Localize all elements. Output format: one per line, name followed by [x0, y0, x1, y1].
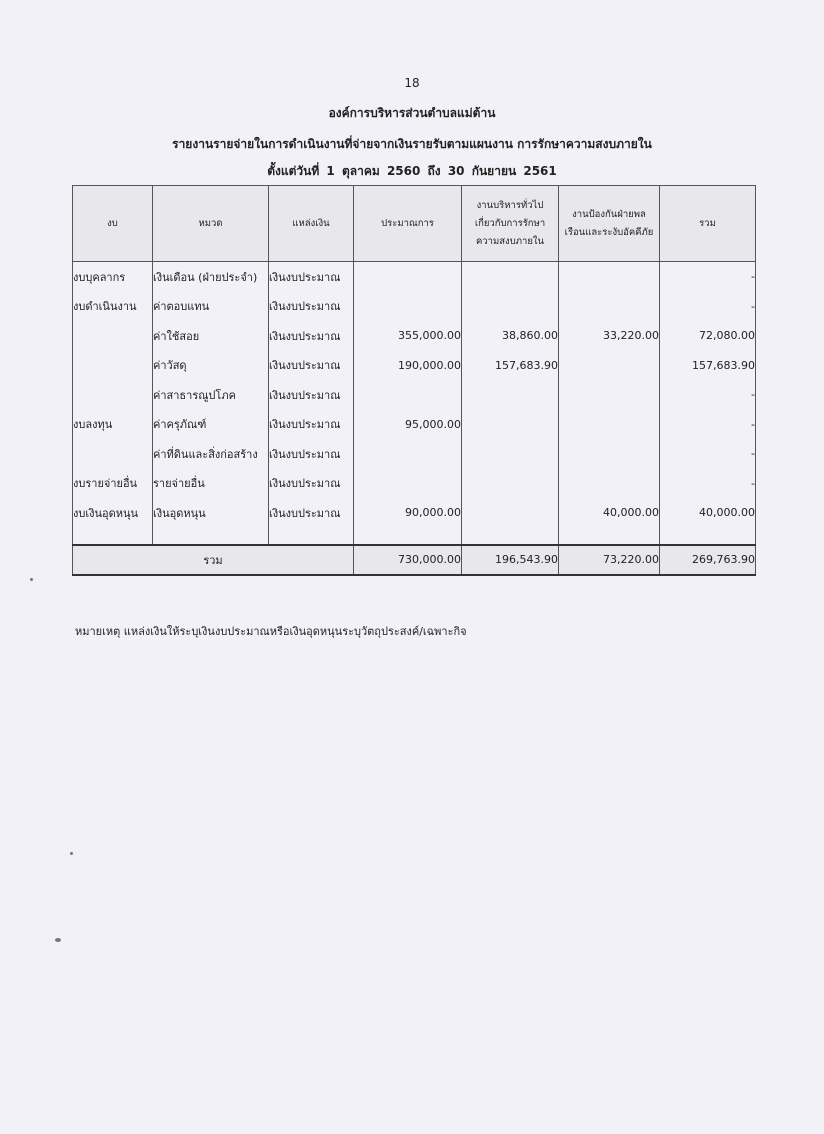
cell-estimate	[354, 469, 462, 499]
cell-source: เงินงบประมาณ	[269, 292, 354, 322]
header-category: หมวด	[153, 186, 269, 262]
totals-row	[73, 545, 756, 575]
cell-category: เงินอุดหนุน	[153, 498, 269, 528]
cell-budget: งบเงินอุดหนุน	[73, 498, 153, 528]
cell-budget	[73, 321, 153, 351]
cell-category: รายจ่ายอื่น	[153, 469, 269, 499]
header-total: รวม	[660, 186, 756, 262]
cell-budget: งบบุคลากร	[73, 262, 153, 292]
table-row	[73, 292, 756, 322]
cell-civil-defense	[559, 351, 660, 381]
scan-speck	[70, 852, 73, 855]
organization-name: องค์การบริหารส่วนตำบลแม่ต้าน	[328, 106, 496, 120]
total-general-admin: 196,543.90	[462, 545, 559, 575]
header-general-admin-line1: งานบริหารทั่วไป	[476, 199, 544, 211]
cell-estimate	[354, 380, 462, 410]
cell-general-admin	[462, 262, 559, 292]
header-general-admin-line2: เกี่ยวกับการรักษา	[474, 217, 546, 229]
cell-general-admin	[462, 469, 559, 499]
cell-category: ค่าตอบแทน	[153, 292, 269, 322]
table-row	[73, 351, 756, 381]
cell-civil-defense	[559, 262, 660, 292]
cell-budget: งบดำเนินงาน	[73, 292, 153, 322]
table-row	[73, 410, 756, 440]
cell-source: เงินงบประมาณ	[269, 380, 354, 410]
table-spacer-row	[73, 528, 756, 545]
cell-estimate: 90,000.00	[354, 498, 462, 528]
cell-civil-defense	[559, 469, 660, 499]
cell-estimate	[354, 262, 462, 292]
cell-general-admin	[462, 380, 559, 410]
cell-estimate: 355,000.00	[354, 321, 462, 351]
cell-civil-defense	[559, 292, 660, 322]
cell-budget	[73, 380, 153, 410]
cell-source: เงินงบประมาณ	[269, 321, 354, 351]
cell-category: ค่าวัสดุ	[153, 351, 269, 381]
cell-total: 157,683.90	[660, 351, 756, 381]
header-source: แหล่งเงิน	[269, 186, 354, 262]
cell-estimate	[354, 439, 462, 469]
cell-general-admin: 157,683.90	[462, 351, 559, 381]
cell-budget: งบรายจ่ายอื่น	[73, 469, 153, 499]
header-estimate: ประมาณการ	[354, 186, 462, 262]
cell-total: -	[660, 439, 756, 469]
table-header-row	[73, 186, 756, 262]
cell-total: -	[660, 292, 756, 322]
cell-category: ค่าใช้สอย	[153, 321, 269, 351]
total-grand: 269,763.90	[660, 545, 756, 575]
cell-source: เงินงบประมาณ	[269, 498, 354, 528]
table-row	[73, 439, 756, 469]
cell-category: ค่าที่ดินและสิ่งก่อสร้าง	[153, 439, 269, 469]
cell-general-admin	[462, 292, 559, 322]
cell-general-admin	[462, 498, 559, 528]
report-title: รายงานรายจ่ายในการดำเนินงานที่จ่ายจากเงินรายรับตามแผนงาน การรักษาความสงบภายใน	[172, 137, 652, 151]
cell-civil-defense	[559, 380, 660, 410]
cell-estimate: 190,000.00	[354, 351, 462, 381]
table-row	[73, 321, 756, 351]
cell-source: เงินงบประมาณ	[269, 469, 354, 499]
cell-total: -	[660, 469, 756, 499]
cell-source: เงินงบประมาณ	[269, 262, 354, 292]
cell-total: -	[660, 410, 756, 440]
expense-table	[72, 185, 756, 576]
cell-general-admin	[462, 439, 559, 469]
cell-civil-defense	[559, 410, 660, 440]
cell-general-admin	[462, 410, 559, 440]
header-budget: งบ	[73, 186, 153, 262]
cell-civil-defense: 40,000.00	[559, 498, 660, 528]
cell-civil-defense: 33,220.00	[559, 321, 660, 351]
cell-civil-defense	[559, 439, 660, 469]
cell-source: เงินงบประมาณ	[269, 410, 354, 440]
header-general-admin	[462, 186, 559, 262]
scan-speck	[55, 938, 61, 942]
report-period: ตั้งแต่วันที่ 1 ตุลาคม 2560 ถึง 30 กันยายน 2561	[267, 164, 557, 178]
header-civil-defense	[559, 186, 660, 262]
total-civil-defense: 73,220.00	[559, 545, 660, 575]
table-row	[73, 498, 756, 528]
cell-budget	[73, 439, 153, 469]
cell-total: 72,080.00	[660, 321, 756, 351]
cell-total: 40,000.00	[660, 498, 756, 528]
table-row	[73, 469, 756, 499]
cell-total: -	[660, 380, 756, 410]
cell-budget: งบลงทุน	[73, 410, 153, 440]
cell-category: ค่าครุภัณฑ์	[153, 410, 269, 440]
header-general-admin-line3: ความสงบภายใน	[475, 235, 545, 247]
cell-category: เงินเดือน (ฝ่ายประจำ)	[153, 262, 269, 292]
total-estimate: 730,000.00	[354, 545, 462, 575]
cell-total: -	[660, 262, 756, 292]
cell-budget	[73, 351, 153, 381]
cell-estimate: 95,000.00	[354, 410, 462, 440]
header-civil-defense-line2: เรือนและระงับอัคคีภัย	[564, 226, 654, 238]
scan-speck	[30, 578, 33, 581]
cell-source: เงินงบประมาณ	[269, 439, 354, 469]
table-row	[73, 380, 756, 410]
cell-category: ค่าสาธารณูปโภค	[153, 380, 269, 410]
cell-estimate	[354, 292, 462, 322]
cell-general-admin: 38,860.00	[462, 321, 559, 351]
totals-label: รวม	[73, 545, 354, 575]
header-civil-defense-line1: งานป้องกันฝ่ายพล	[572, 208, 646, 220]
cell-source: เงินงบประมาณ	[269, 351, 354, 381]
footnote: หมายเหตุ แหล่งเงินให้ระบุเงินงบประมาณหรือเงินอุดหนุนระบุวัตถุประสงค์/เฉพาะกิจ	[75, 625, 467, 638]
page-number: 18	[404, 76, 420, 90]
table-row	[73, 262, 756, 292]
